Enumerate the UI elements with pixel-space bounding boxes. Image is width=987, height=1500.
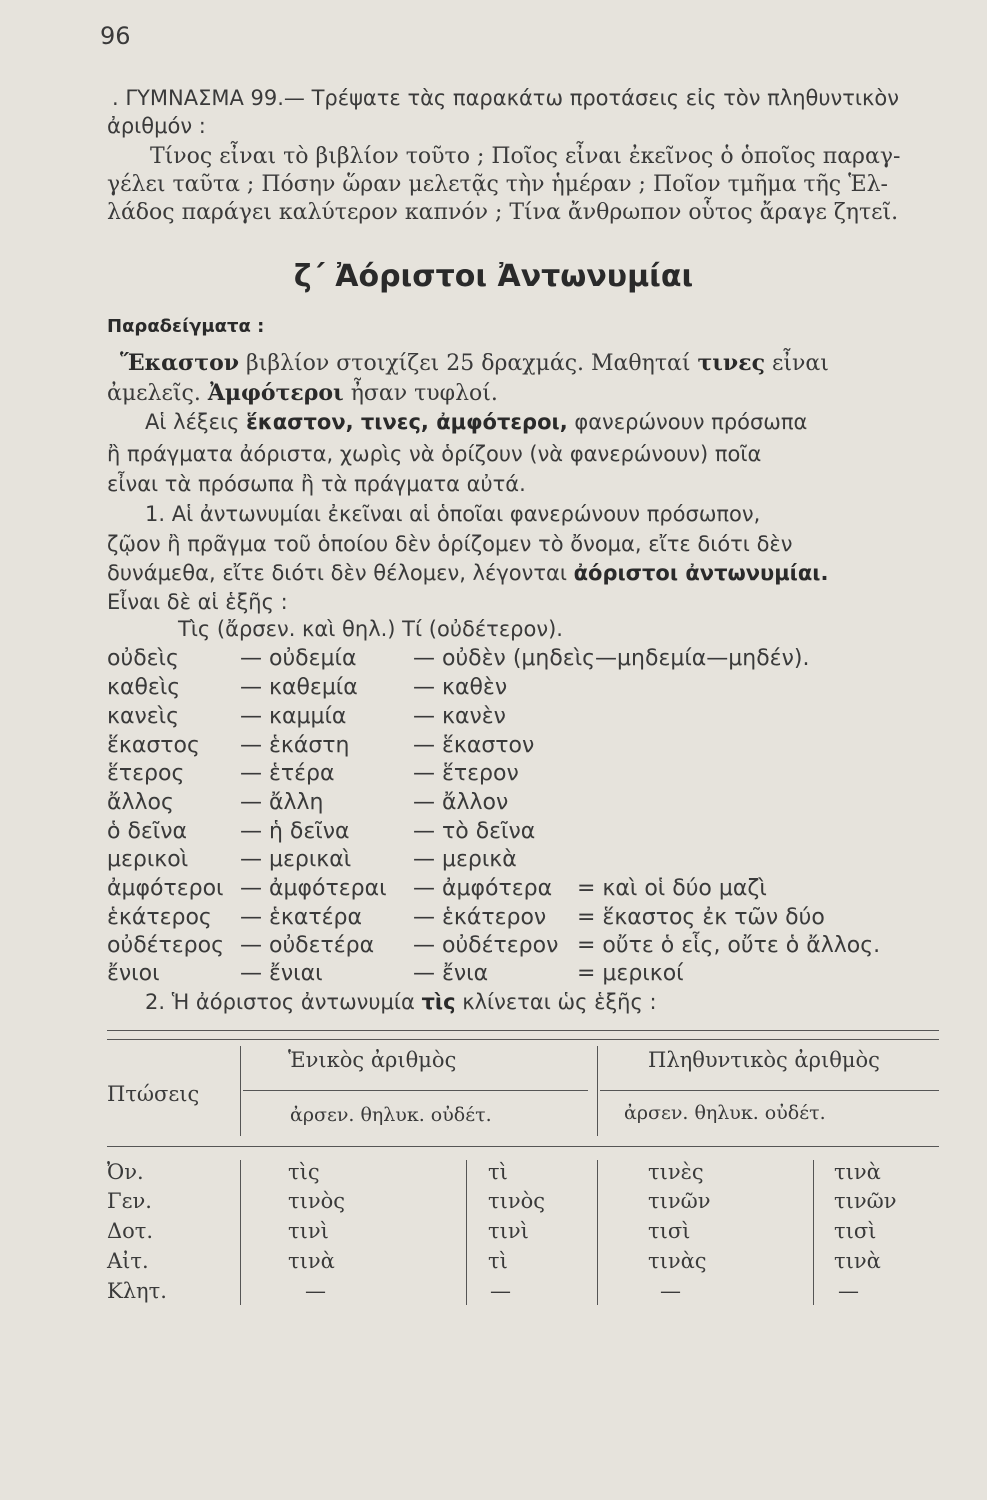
pronoun-neut: — οὐδὲν (μηδεὶς—μηδεμία—μηδέν). — [413, 646, 810, 671]
paragraph-line — [145, 992, 657, 1013]
plural-masc: τινῶν — [648, 1189, 711, 1213]
exercise-line: ἀριθμόν : — [107, 114, 206, 138]
pronoun-fem: — καθεμία — [240, 675, 358, 700]
pronoun-fem: — καμμία — [240, 704, 347, 729]
paragraph-line — [145, 412, 807, 433]
exercise-sentence: Τίνος εἶναι τὸ βιβλίον τοῦτο ; Ποῖος εἶναι ἐκεῖνος ὁ ὁποῖος παραγ- — [150, 144, 901, 169]
example-line — [107, 382, 498, 405]
case-label: Γεν. — [107, 1189, 152, 1213]
singular-masc: τὶς — [288, 1160, 320, 1184]
singular-masc: τινὰ — [288, 1249, 335, 1273]
pronoun-note: = ἕκαστος ἐκ τῶν δύο — [577, 905, 825, 930]
pronoun-fem: — ἑκάστη — [240, 733, 350, 758]
paragraph-bold: ἀόριστοι ἀντωνυμίαι. — [573, 561, 829, 585]
plural-neut: τινὰ — [834, 1160, 881, 1184]
singular-neut: τὶ — [488, 1160, 508, 1184]
pronoun-fem: — ἄλλη — [240, 790, 324, 815]
pronoun-masc: οὐδέτερος — [107, 933, 225, 958]
plural-masc: τινὰς — [648, 1249, 707, 1273]
pronoun-neut: — ἔνια — [413, 961, 489, 986]
table-rule-top — [107, 1030, 939, 1031]
singular-neut: — — [490, 1279, 511, 1303]
pronoun-masc: ἔνιοι — [107, 961, 160, 986]
paragraph-line: Τὶς (ἄρσεν. καὶ θηλ.) Τί (οὐδέτερον). — [178, 617, 563, 641]
pronoun-masc: ἄλλος — [107, 790, 174, 815]
plural-neut: τινῶν — [834, 1189, 897, 1213]
case-label: Αἰτ. — [107, 1249, 149, 1273]
case-label: Ὀν. — [107, 1160, 144, 1184]
examples-label: Παραδείγματα : — [107, 316, 265, 337]
singular-masc: τινὶ — [288, 1219, 329, 1243]
example-line — [120, 352, 829, 375]
pronoun-fem: — μερικαὶ — [240, 847, 352, 872]
table-divider — [240, 1046, 241, 1136]
paragraph-line — [107, 563, 828, 584]
paragraph-line: ἢ πράγματα ἀόριστα, χωρὶς νὰ ὁρίζουν (νὰ φανερώνουν) ποῖα — [107, 442, 762, 466]
table-rule-mid — [107, 1146, 939, 1147]
paragraph-text: Αἱ λέξεις — [145, 410, 247, 434]
plural-masc: τισὶ — [648, 1219, 691, 1243]
example-text: εἶναι — [764, 351, 829, 376]
pronoun-neut: — καθὲν — [413, 675, 508, 700]
pronoun-masc: ἕκαστος — [107, 733, 200, 758]
example-bold-word: Ἕκαστον — [120, 350, 240, 376]
cases-header: Πτώσεις — [107, 1082, 200, 1106]
pronoun-masc: ἀμφότεροι — [107, 876, 224, 901]
table-divider — [597, 1160, 598, 1305]
plural-neut: τισὶ — [834, 1219, 877, 1243]
plural-header: Πληθυντικὸς ἀριθμὸς — [648, 1048, 880, 1072]
pronoun-fem: — οὐδετέρα — [240, 933, 375, 958]
table-divider — [597, 1046, 598, 1136]
pronoun-masc: οὐδεὶς — [107, 646, 179, 671]
paragraph-text: κλίνεται ὡς ἑξῆς : — [455, 990, 657, 1014]
pronoun-neut: — κανὲν — [413, 704, 506, 729]
pronoun-neut: — ἕκαστον — [413, 733, 535, 758]
singular-neut: τινὶ — [488, 1219, 529, 1243]
pronoun-fem: — ἑκατέρα — [240, 905, 362, 930]
example-text: βιβλίον στοιχίζει 25 δραχμάς. Μαθηταί — [239, 351, 698, 376]
pronoun-neut: — οὐδέτερον — [413, 933, 559, 958]
pronoun-masc: ἕτερος — [107, 761, 185, 786]
pronoun-neut: — ἄλλον — [413, 790, 509, 815]
singular-subheader: ἀρσεν. θηλυκ. οὐδέτ. — [290, 1104, 492, 1126]
paragraph-text: δυνάμεθα, εἴτε διότι δὲν θέλομεν, λέγονται — [107, 561, 574, 585]
pronoun-neut: — τὸ δεῖνα — [413, 819, 536, 844]
exercise-sentence: γέλει ταῦτα ; Πόσην ὥραν μελετᾷς τὴν ἡμέραν ; Ποῖον τμῆμα τῆς Ἑλ- — [107, 172, 888, 197]
pronoun-note: = καὶ οἱ δύο μαζὶ — [577, 876, 767, 901]
paragraph-line: Εἶναι δὲ αἱ ἑξῆς : — [107, 590, 288, 614]
pronoun-neut: — ἕτερον — [413, 761, 519, 786]
page-number: 96 — [100, 22, 131, 50]
singular-neut: τινὸς — [488, 1189, 546, 1213]
singular-masc: — — [305, 1279, 326, 1303]
plural-neut: — — [838, 1279, 859, 1303]
pronoun-fem: — ἀμφότεραι — [240, 876, 387, 901]
singular-neut: τὶ — [488, 1249, 508, 1273]
case-label: Δοτ. — [107, 1219, 154, 1243]
table-divider — [240, 1160, 241, 1305]
exercise-sentence: λάδος παράγει καλύτερον καπνόν ; Τίνα ἄνθρωπον οὗτος ἄραγε ζητεῖ. — [107, 200, 899, 225]
table-subrule — [243, 1090, 588, 1091]
pronoun-neut: — ἑκάτερον — [413, 905, 547, 930]
paragraph-line: 1. Αἱ ἀντωνυμίαι ἐκεῖναι αἱ ὁποῖαι φανερώνουν πρόσωπον, — [145, 502, 761, 526]
pronoun-fem: — οὐδεμία — [240, 646, 357, 671]
table-subrule — [600, 1090, 939, 1091]
section-title: ζ΄ Ἀόριστοι Ἀντωνυμίαι — [293, 259, 694, 294]
paragraph-line: εἶναι τὰ πρόσωπα ἢ τὰ πράγματα αὐτά. — [107, 472, 526, 496]
pronoun-note: = μερικοί — [577, 961, 684, 986]
table-rule-top — [107, 1039, 939, 1040]
plural-masc: τινὲς — [648, 1160, 704, 1184]
singular-masc: τινὸς — [288, 1189, 346, 1213]
singular-header: Ἑνικὸς ἀριθμὸς — [288, 1048, 457, 1072]
example-bold-word: τινες — [697, 350, 765, 376]
example-bold-word: Ἀμφότεροι — [207, 380, 344, 406]
plural-neut: τινὰ — [834, 1249, 881, 1273]
plural-masc: — — [660, 1279, 681, 1303]
paragraph-bold: τὶς — [421, 990, 456, 1014]
pronoun-neut: — μερικὰ — [413, 847, 517, 872]
pronoun-masc: κανεὶς — [107, 704, 180, 729]
plural-subheader: ἀρσεν. θηλυκ. οὐδέτ. — [624, 1102, 826, 1124]
pronoun-fem: — ἔνιαι — [240, 961, 323, 986]
example-text: ἦσαν τυφλοί. — [343, 381, 498, 406]
pronoun-masc: μερικοὶ — [107, 847, 189, 872]
case-label: Κλητ. — [107, 1279, 167, 1303]
pronoun-fem: — ἡ δεῖνα — [240, 819, 350, 844]
example-text: ἀμελεῖς. — [107, 381, 208, 406]
pronoun-fem: — ἑτέρα — [240, 761, 335, 786]
paragraph-text: φανερώνουν πρόσωπα — [567, 410, 808, 434]
pronoun-masc: ἑκάτερος — [107, 905, 212, 930]
paragraph-line: ζῷον ἢ πρᾶγμα τοῦ ὁποίου δὲν ὁρίζομεν τὸ ὄνομα, εἴτε διότι δὲν — [107, 532, 793, 556]
pronoun-masc: καθεὶς — [107, 675, 181, 700]
pronoun-masc: ὁ δεῖνα — [107, 819, 188, 844]
pronoun-neut: — ἀμφότερα — [413, 876, 553, 901]
table-divider — [466, 1160, 467, 1305]
exercise-line: . ΓΥΜΝΑΣΜΑ 99.— Τρέψατε τὰς παρακάτω προτάσεις εἰς τὸν πληθυντικὸν — [112, 86, 899, 110]
paragraph-bold: ἕκαστον, τινες, ἀμφότεροι, — [246, 410, 568, 434]
pronoun-note: = οὔτε ὁ εἷς, οὔτε ὁ ἄλλος. — [577, 933, 881, 958]
table-divider — [813, 1160, 814, 1305]
paragraph-text: 2. Ἡ ἀόριστος ἀντωνυμία — [145, 990, 422, 1014]
